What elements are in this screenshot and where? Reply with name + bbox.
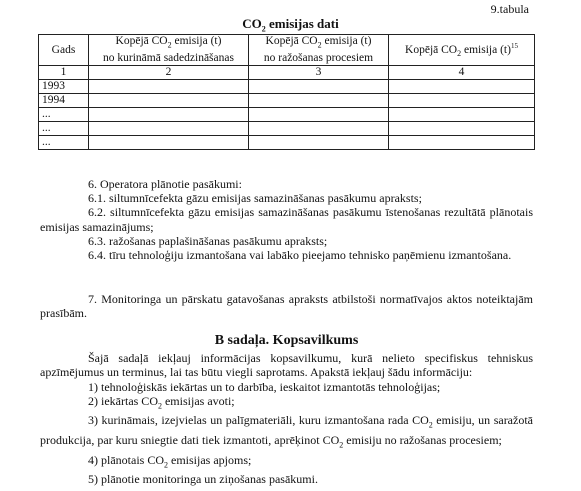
- header-year: [39, 35, 89, 66]
- data-cell: [389, 94, 535, 108]
- data-cell: [389, 122, 535, 136]
- data-cell: [389, 80, 535, 94]
- header-total-footnote: 15: [510, 41, 518, 50]
- table-row: [39, 122, 535, 136]
- year-cell: ...: [39, 122, 89, 136]
- section-7-text: 7. Monitoringa un pārskatu gatavošanas apraksts atbilstoši normatīvajos aktos noteiktajām prasībām.: [40, 292, 533, 321]
- co2-emissions-table: [38, 34, 535, 150]
- header-combustion-sub: 2: [167, 40, 172, 50]
- year-cell: ...: [39, 136, 89, 150]
- section-b-item-2-sub: 2: [157, 401, 162, 411]
- year-cell: 1994: [39, 94, 89, 108]
- table-number-label: 9.tabula: [490, 2, 529, 16]
- column-number: 3: [249, 66, 389, 80]
- section-6-item-1: 6.1. siltumnīcefekta gāzu emisijas samazināšanas pasākumu apraksts;: [88, 191, 422, 206]
- table-row: [39, 108, 535, 122]
- header-processes-line2: no ražošanas procesiem: [263, 51, 374, 64]
- header-total-post: emisija (t): [461, 43, 511, 56]
- section-b-item-4: [40, 453, 533, 473]
- section-b-item-5: 5) plānotie monitoringa un ziņošanas pasākumi.: [88, 472, 318, 487]
- data-cell: [89, 80, 249, 94]
- table-title-sub: 2: [261, 24, 266, 34]
- header-total-sub: 2: [457, 49, 462, 59]
- data-cell: [249, 94, 389, 108]
- header-combustion: [89, 35, 249, 66]
- data-cell: [389, 136, 535, 150]
- year-cell: 1993: [39, 80, 89, 94]
- data-cell: [89, 136, 249, 150]
- header-processes: [249, 35, 389, 66]
- section-b-intro: Šajā sadaļā iekļauj informācijas kopsavilkumu, kurā nelieto specifiskus tehniskus apzīmējumus un terminus, lai tas būtu viegli saprotams. Apakstā iekļauj šādu informāciju:: [40, 351, 533, 380]
- section-6-title: 6. Operatora plānotie pasākumi:: [88, 177, 242, 191]
- data-cell: [249, 136, 389, 150]
- section-b-item-3-post: emisiju no ražošanas procesiem;: [343, 433, 502, 447]
- table-row: [39, 80, 535, 94]
- header-total-pre: Kopējā CO: [405, 43, 458, 56]
- table-number-row: [39, 66, 535, 80]
- section-6-item-3: 6.3. ražošanas paplašināšanas pasākumu apraksts;: [88, 233, 328, 248]
- table-title: [0, 16, 581, 34]
- column-number: 2: [89, 66, 249, 80]
- section-6-item-2: 6.2. siltumnīcefekta gāzu emisijas samazināšanas pasākumu īstenošanas rezultātā plānotais emisijas samazinājums;: [40, 205, 533, 234]
- data-cell: [89, 122, 249, 136]
- header-processes-pre: Kopējā CO: [265, 35, 318, 48]
- header-year-label: Gads: [51, 43, 76, 56]
- data-cell: [389, 108, 535, 122]
- section-b-item-2-pre: 2) iekārtas CO: [88, 393, 158, 408]
- header-combustion-line2: no kurināmā sadedzināšanas: [103, 51, 234, 64]
- column-number: 4: [389, 66, 535, 80]
- section-b-item-2-post: emisijas avoti;: [161, 393, 235, 408]
- table-title-post: emisijas dati: [265, 16, 339, 31]
- data-cell: [89, 94, 249, 108]
- header-combustion-post: emisija (t): [171, 35, 222, 48]
- section-6: [40, 177, 533, 262]
- section-b-item-3: [40, 413, 533, 452]
- data-cell: [249, 122, 389, 136]
- section-b-item-4-post: emisijas apjoms;: [168, 452, 252, 467]
- section-b-item-4-sub: 2: [164, 459, 168, 469]
- section-b-item-3-mid: emisiju, un saražotā produkcija, par kuru sniegtie dati tiek izmantoti, aprēķinot CO: [40, 413, 533, 447]
- section-6-item-4: 6.4. tīru tehnoloģiju izmantošana vai labāko pieejamo tehnisko paņēmienu izmantošana.: [88, 248, 512, 263]
- table-header-row: [39, 35, 535, 66]
- data-cell: [89, 108, 249, 122]
- section-b: [40, 334, 533, 486]
- section-b-item-2: [40, 394, 533, 414]
- header-total: [389, 35, 535, 66]
- section-b-item-3-sub2: 2: [339, 440, 344, 450]
- header-combustion-pre: Kopējā CO: [115, 35, 168, 48]
- table-row: [39, 136, 535, 150]
- section-b-title: B sadaļa. Kopsavilkums: [214, 333, 359, 348]
- section-b-item-3-pre: 3) kurināmais, izejvielas un palīgmateriāli, kuru izmantošana rada CO: [88, 413, 429, 428]
- column-number: 1: [39, 66, 89, 80]
- section-b-item-1: 1) tehnoloģiskās iekārtas un to darbība, ieskaitot izmantotās tehnoloģijas;: [88, 379, 441, 394]
- data-cell: [249, 80, 389, 94]
- section-b-item-3-sub: 2: [428, 420, 433, 430]
- section-7: [40, 292, 533, 320]
- data-cell: [249, 108, 389, 122]
- header-processes-post: emisija (t): [321, 35, 372, 48]
- year-cell: ...: [39, 108, 89, 122]
- table-title-pre: CO: [242, 16, 262, 31]
- table-row: [39, 94, 535, 108]
- header-processes-sub: 2: [317, 40, 322, 50]
- section-b-item-4-pre: 4) plānotais CO: [88, 452, 164, 467]
